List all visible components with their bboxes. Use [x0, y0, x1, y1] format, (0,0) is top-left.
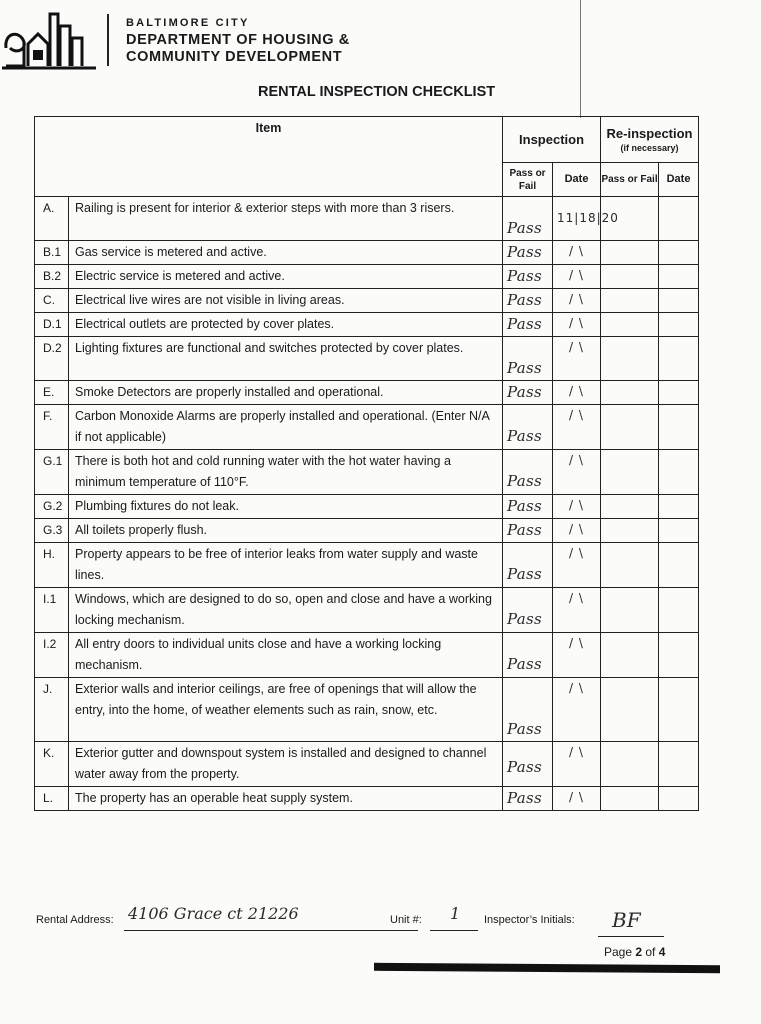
reinspection-pass-fail-cell[interactable]: [601, 381, 659, 405]
reinspection-pass-fail-cell[interactable]: [601, 742, 659, 787]
reinspection-pass-fail-cell[interactable]: [601, 495, 659, 519]
table-row: [35, 405, 699, 450]
header-reinspection-date: Date: [659, 163, 699, 197]
table-row: [35, 241, 699, 265]
row-description: Windows, which are designed to do so, open and close and have a working locking mechanism.: [69, 588, 503, 633]
scan-edge-bar: [374, 963, 720, 973]
reinspection-date-cell[interactable]: [659, 265, 699, 289]
inspection-result: Pass: [507, 497, 542, 515]
row-description: Carbon Monoxide Alarms are properly installed and operational. (Enter N/A if not applicable): [69, 405, 503, 450]
inspection-date-cell[interactable]: [553, 197, 619, 241]
inspection-date: / \: [569, 408, 584, 422]
inspection-pass-fail-cell[interactable]: [503, 588, 553, 633]
inspector-initials-value: BF: [612, 908, 641, 932]
inspection-date-cell[interactable]: [553, 450, 601, 495]
inspection-date: / \: [569, 790, 584, 804]
inspection-date-cell[interactable]: [553, 405, 601, 450]
reinspection-pass-fail-cell[interactable]: [601, 633, 659, 678]
row-code: C.: [35, 289, 69, 313]
inspection-result: Pass: [507, 521, 542, 539]
scan-fold-line: [580, 0, 581, 118]
table-row: [35, 337, 699, 381]
row-code: B.2: [35, 265, 69, 289]
inspection-date: 11|18|20: [557, 211, 619, 225]
row-description: Gas service is metered and active.: [69, 241, 503, 265]
header-reinspection-subtitle: (if necessary): [620, 143, 679, 153]
reinspection-date-cell[interactable]: [659, 241, 699, 265]
reinspection-date-cell[interactable]: [659, 787, 699, 811]
reinspection-date-cell[interactable]: [659, 337, 699, 381]
inspection-date-cell[interactable]: [553, 678, 601, 742]
inspection-date-cell[interactable]: [553, 241, 601, 265]
reinspection-pass-fail-cell[interactable]: [601, 289, 659, 313]
table-row: [35, 678, 699, 742]
header-reinspection-pass-fail: Pass or Fail: [601, 163, 659, 197]
inspection-result: Pass: [507, 383, 542, 401]
reinspection-pass-fail-cell[interactable]: [601, 405, 659, 450]
inspection-result: Pass: [507, 565, 542, 583]
inspection-pass-fail-cell[interactable]: [503, 337, 553, 381]
inspection-result: Pass: [507, 291, 542, 309]
table-row: [35, 787, 699, 811]
table-row: [35, 381, 699, 405]
inspection-result: Pass: [507, 267, 542, 285]
inspection-pass-fail-cell[interactable]: [503, 742, 553, 787]
inspection-table: [34, 116, 699, 811]
row-description: Electrical live wires are not visible in living areas.: [69, 289, 503, 313]
org-line-3: COMMUNITY DEVELOPMENT: [126, 48, 343, 65]
reinspection-pass-fail-cell[interactable]: [601, 543, 659, 588]
inspection-date-cell[interactable]: [553, 742, 601, 787]
reinspection-date-cell[interactable]: [659, 633, 699, 678]
inspection-date: / \: [569, 384, 584, 398]
row-code: I.2: [35, 633, 69, 678]
reinspection-date-cell[interactable]: [659, 381, 699, 405]
inspection-date-cell[interactable]: [553, 313, 601, 337]
reinspection-pass-fail-cell[interactable]: [601, 241, 659, 265]
row-code: L.: [35, 787, 69, 811]
row-code: G.1: [35, 450, 69, 495]
inspection-date: / \: [569, 636, 584, 650]
reinspection-pass-fail-cell[interactable]: [601, 450, 659, 495]
inspection-date: / \: [569, 453, 584, 467]
page-number: [604, 945, 665, 959]
row-description: Plumbing fixtures do not leak.: [69, 495, 503, 519]
organization-name: [126, 18, 350, 64]
table-row: [35, 313, 699, 337]
inspection-result: Pass: [507, 243, 542, 261]
row-code: I.1: [35, 588, 69, 633]
inspection-date: / \: [569, 244, 584, 258]
reinspection-pass-fail-cell[interactable]: [601, 787, 659, 811]
city-skyline-house-logo: [2, 8, 98, 70]
row-code: E.: [35, 381, 69, 405]
header-inspection: Inspection: [503, 117, 601, 163]
inspection-date-cell[interactable]: [553, 495, 601, 519]
row-description: Electrical outlets are protected by cover plates.: [69, 313, 503, 337]
org-line-1: BALTIMORE CITY: [126, 17, 250, 29]
unit-label: Unit #:: [390, 914, 422, 926]
table-row: [35, 742, 699, 787]
inspection-result: Pass: [507, 219, 542, 237]
inspection-pass-fail-cell[interactable]: [503, 289, 553, 313]
row-description: Property appears to be free of interior leaks from water supply and waste lines.: [69, 543, 503, 588]
inspection-pass-fail-cell[interactable]: [503, 450, 553, 495]
inspection-date: / \: [569, 591, 584, 605]
inspection-result: Pass: [507, 789, 542, 807]
row-code: G.3: [35, 519, 69, 543]
reinspection-date-cell[interactable]: [659, 543, 699, 588]
inspection-pass-fail-cell[interactable]: [503, 495, 553, 519]
row-code: D.2: [35, 337, 69, 381]
reinspection-date-cell[interactable]: [659, 197, 699, 241]
header-item: Item: [35, 117, 503, 197]
inspection-pass-fail-cell[interactable]: [503, 787, 553, 811]
inspection-pass-fail-cell[interactable]: [503, 265, 553, 289]
inspection-pass-fail-cell[interactable]: [503, 405, 553, 450]
inspection-rows: [35, 197, 699, 811]
header-reinspection: [601, 117, 699, 163]
row-description: All entry doors to individual units close and have a working locking mechanism.: [69, 633, 503, 678]
inspection-date-cell[interactable]: [553, 289, 601, 313]
table-row: [35, 265, 699, 289]
inspection-result: Pass: [507, 758, 542, 776]
table-row: [35, 543, 699, 588]
inspection-pass-fail-cell[interactable]: [503, 381, 553, 405]
row-code: D.1: [35, 313, 69, 337]
reinspection-date-cell[interactable]: [659, 678, 699, 742]
row-code: G.2: [35, 495, 69, 519]
row-description: Exterior gutter and downspout system is installed and designed to channel water away from the property.: [69, 742, 503, 787]
inspection-date: / \: [569, 681, 584, 695]
inspection-pass-fail-cell[interactable]: [503, 197, 553, 241]
org-line-2: DEPARTMENT OF HOUSING &: [126, 32, 350, 48]
row-description: There is both hot and cold running water with the hot water having a minimum temperature of 110°F.: [69, 450, 503, 495]
inspection-result: Pass: [507, 610, 542, 628]
row-description: Exterior walls and interior ceilings, are free of openings that will allow the entry, into the home, of weather elements such as rain, snow, etc.: [69, 678, 503, 742]
row-description: Lighting fixtures are functional and switches protected by cover plates.: [69, 337, 503, 381]
table-row: [35, 633, 699, 678]
row-description: The property has an operable heat supply system.: [69, 787, 503, 811]
reinspection-date-cell[interactable]: [659, 588, 699, 633]
inspection-date-cell[interactable]: [553, 787, 601, 811]
reinspection-pass-fail-cell[interactable]: [601, 313, 659, 337]
page-prefix: Page: [604, 945, 636, 959]
inspector-initials-label: Inspector’s Initials:: [484, 914, 575, 926]
row-code: B.1: [35, 241, 69, 265]
inspection-date: / \: [569, 522, 584, 536]
reinspection-date-cell[interactable]: [659, 450, 699, 495]
header-inspection-date: Date: [553, 163, 601, 197]
table-row: [35, 289, 699, 313]
inspection-date-cell[interactable]: [553, 519, 601, 543]
inspection-date: / \: [569, 316, 584, 330]
inspection-pass-fail-cell[interactable]: [503, 313, 553, 337]
inspection-date-cell[interactable]: [553, 633, 601, 678]
inspection-date: / \: [569, 268, 584, 282]
inspection-date: / \: [569, 340, 584, 354]
inspection-result: Pass: [507, 359, 542, 377]
row-description: All toilets properly flush.: [69, 519, 503, 543]
unit-value: 1: [450, 904, 461, 923]
header-inspection-pass-fail: Pass or Fail: [503, 163, 553, 197]
row-code: K.: [35, 742, 69, 787]
inspection-date: / \: [569, 745, 584, 759]
inspection-result: Pass: [507, 427, 542, 445]
reinspection-date-cell[interactable]: [659, 742, 699, 787]
inspection-pass-fail-cell[interactable]: [503, 678, 553, 742]
table-row: [35, 197, 699, 241]
inspection-pass-fail-cell[interactable]: [503, 519, 553, 543]
table-row: [35, 450, 699, 495]
reinspection-date-cell[interactable]: [659, 519, 699, 543]
reinspection-pass-fail-cell[interactable]: [601, 588, 659, 633]
row-code: A.: [35, 197, 69, 241]
page-of: of: [642, 945, 659, 959]
row-code: H.: [35, 543, 69, 588]
row-code: J.: [35, 678, 69, 742]
reinspection-pass-fail-cell[interactable]: [601, 337, 659, 381]
page-title: RENTAL INSPECTION CHECKLIST: [258, 84, 496, 100]
inspection-date-cell[interactable]: [553, 265, 601, 289]
inspection-pass-fail-cell[interactable]: [503, 543, 553, 588]
inspection-date-cell[interactable]: [553, 381, 601, 405]
row-code: F.: [35, 405, 69, 450]
inspection-date-cell[interactable]: [553, 588, 601, 633]
inspection-date-cell[interactable]: [553, 543, 601, 588]
reinspection-date-cell[interactable]: [659, 405, 699, 450]
reinspection-date-cell[interactable]: [659, 289, 699, 313]
inspection-result: Pass: [507, 720, 542, 738]
table-row: [35, 495, 699, 519]
page-total: 4: [658, 945, 666, 959]
inspection-date: / \: [569, 498, 584, 512]
reinspection-pass-fail-cell[interactable]: [601, 265, 659, 289]
inspection-result: Pass: [507, 315, 542, 333]
row-description: Electric service is metered and active.: [69, 265, 503, 289]
reinspection-date-cell[interactable]: [659, 313, 699, 337]
rental-address-label: Rental Address:: [36, 914, 114, 926]
rental-address-value: 4106 Grace ct 21226: [128, 904, 299, 923]
inspection-result: Pass: [507, 472, 542, 490]
table-row: [35, 519, 699, 543]
inspection-date: / \: [569, 546, 584, 560]
row-description: Smoke Detectors are properly installed and operational.: [69, 381, 503, 405]
reinspection-date-cell[interactable]: [659, 495, 699, 519]
inspection-pass-fail-cell[interactable]: [503, 241, 553, 265]
header-divider: [107, 14, 109, 66]
header-reinspection-title: Re-inspection: [606, 126, 693, 141]
table-row: [35, 588, 699, 633]
reinspection-pass-fail-cell[interactable]: [601, 519, 659, 543]
inspection-result: Pass: [507, 655, 542, 673]
inspection-pass-fail-cell[interactable]: [503, 633, 553, 678]
inspection-date-cell[interactable]: [553, 337, 601, 381]
reinspection-pass-fail-cell[interactable]: [601, 678, 659, 742]
inspection-date: / \: [569, 292, 584, 306]
page-current: 2: [635, 945, 643, 959]
row-description: Railing is present for interior & exterior steps with more than 3 risers.: [69, 197, 503, 241]
